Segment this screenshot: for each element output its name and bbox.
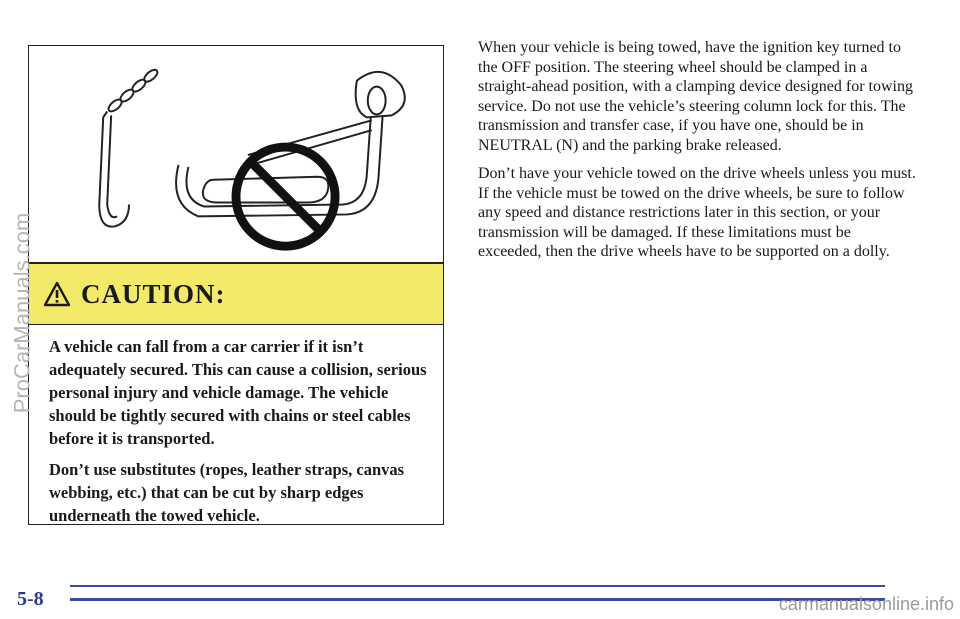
caution-body (29, 325, 443, 527)
body-paragraph-1: When your vehicle is being towed, have the ignition key turned to the OFF position. The steering wheel should be clamped in a straight-ahead position, with a clamping device designed for towing service. Do not use the vehicle’s steering column lock for this. The transmission and transfer case, if you have one, should be in NEUTRAL (N) and the parking brake released. (478, 39, 913, 154)
body-paragraph-2: Don’t have your vehicle towed on the drive wheels unless you must. If the vehicle must be towed on the drive wheels, be sure to follow any speed and distance restrictions later in this section, or your transmission will be damaged. If these limitations must be exceeded, then the drive wheels have to be supported on a dolly. (478, 165, 916, 260)
page-number: 5-8 (17, 588, 44, 610)
side-watermark: ProCarManuals.com (9, 212, 35, 414)
caution-title: CAUTION: (81, 278, 226, 309)
footer-rule-thick (70, 598, 885, 601)
bottom-watermark: carmanualsonline.info (778, 594, 954, 614)
warning-triangle-icon (43, 281, 71, 307)
caution-paragraph-2: Don’t use substitutes (ropes, leather straps, canvas webbing, etc.) that can be cut by sharp edges underneath the towed vehicle. (49, 460, 405, 525)
caution-paragraph-1: A vehicle can fall from a car carrier if it isn’t adequately secured. This can cause a collision, serious personal injury and vehicle damage. The vehicle should be tightly secured with chains or steel cables before it is transported. (49, 337, 427, 448)
chain-hook-icon (99, 68, 159, 227)
caution-header (29, 264, 443, 325)
prohibited-icon (236, 147, 335, 246)
towing-illustration (28, 45, 444, 263)
caution-box (28, 263, 444, 525)
body-text (478, 38, 918, 271)
footer-rule-thin (70, 585, 885, 587)
towing-illustration-svg (29, 46, 443, 262)
